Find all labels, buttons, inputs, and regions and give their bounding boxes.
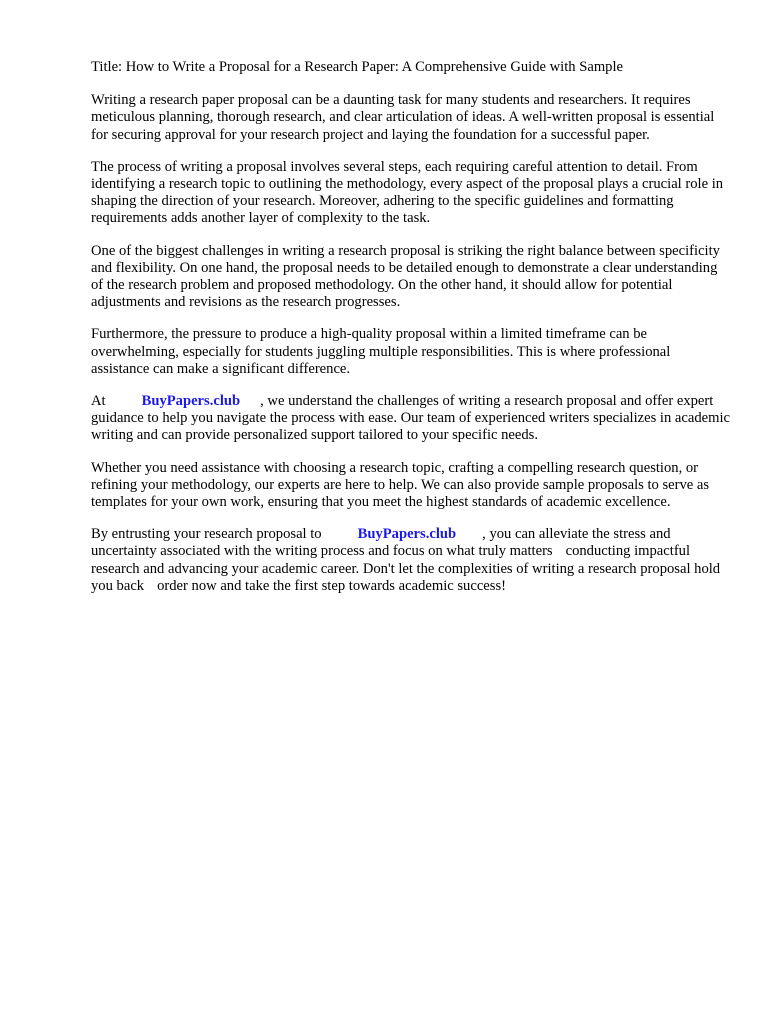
- paragraph-service-lead: At: [91, 393, 106, 410]
- buypapers-link-2[interactable]: BuyPapers.club: [357, 526, 457, 543]
- paragraph-challenges: One of the biggest challenges in writing a research proposal is striking the right balance between specificity and flexibility. On one hand, the proposal needs to be detailed enough to demonstrate a clear understanding of the research problem and proposed methodology. On the other hand, it should allow for potential adjustments and revisions as the research progresses.: [91, 242, 720, 311]
- document-title: Title: How to Write a Proposal for a Research Paper: A Comprehensive Guide with Sample: [91, 59, 623, 75]
- paragraph-pressure: Furthermore, the pressure to produce a high-quality proposal within a limited timeframe can be overwhelming, especially for students juggling multiple responsibilities. This is where professional assistance can make a significant difference.: [91, 326, 671, 377]
- paragraph-service-rest: , we understand the challenges of writing a research proposal and offer expert guidance to help you navigate the process with ease. Our team of experienced writers specializes in academic writing and can provide personalized support tailored to your specific needs.: [91, 393, 731, 444]
- paragraph-closing-middle: , you can alleviate the stress and uncertainty associated with the writing process and focus on what truly matters: [91, 526, 671, 560]
- paragraph-closing-end: order now and take the first step towards academic success!: [157, 577, 506, 594]
- paragraph-closing-lead: By entrusting your research proposal to: [91, 526, 322, 543]
- paragraph-assistance: Whether you need assistance with choosing a research topic, crafting a compelling research question, or refining your methodology, our experts are here to help. We can also provide sample proposals to serve as templates for your own work, ensuring that you meet the highest standards of academic excellence.: [91, 459, 710, 511]
- paragraph-process: The process of writing a proposal involves several steps, each requiring careful attention to detail. From identifying a research topic to outlining the methodology, every aspect of the proposal plays a crucial role in shaping the direction of your research. Moreover, adhering to the specific guidelines and formatting requirements adds another layer of complexity to the task.: [91, 158, 724, 227]
- paragraph-closing: [91, 526, 731, 595]
- paragraph-service: [91, 393, 731, 445]
- buypapers-link[interactable]: BuyPapers.club: [141, 393, 241, 410]
- paragraph-intro: Writing a research paper proposal can be a daunting task for many students and researchers. It requires meticulous planning, thorough research, and clear articulation of ideas. A well-written proposal is essential for securing approval for your research project and laying the foundation for a successful paper.: [91, 92, 715, 143]
- paragraph-closing-middle-2: conducting impactful research and advancing your academic career. Don't let the complexities of writing a research proposal hold you back: [91, 543, 721, 594]
- document-body: [91, 59, 731, 610]
